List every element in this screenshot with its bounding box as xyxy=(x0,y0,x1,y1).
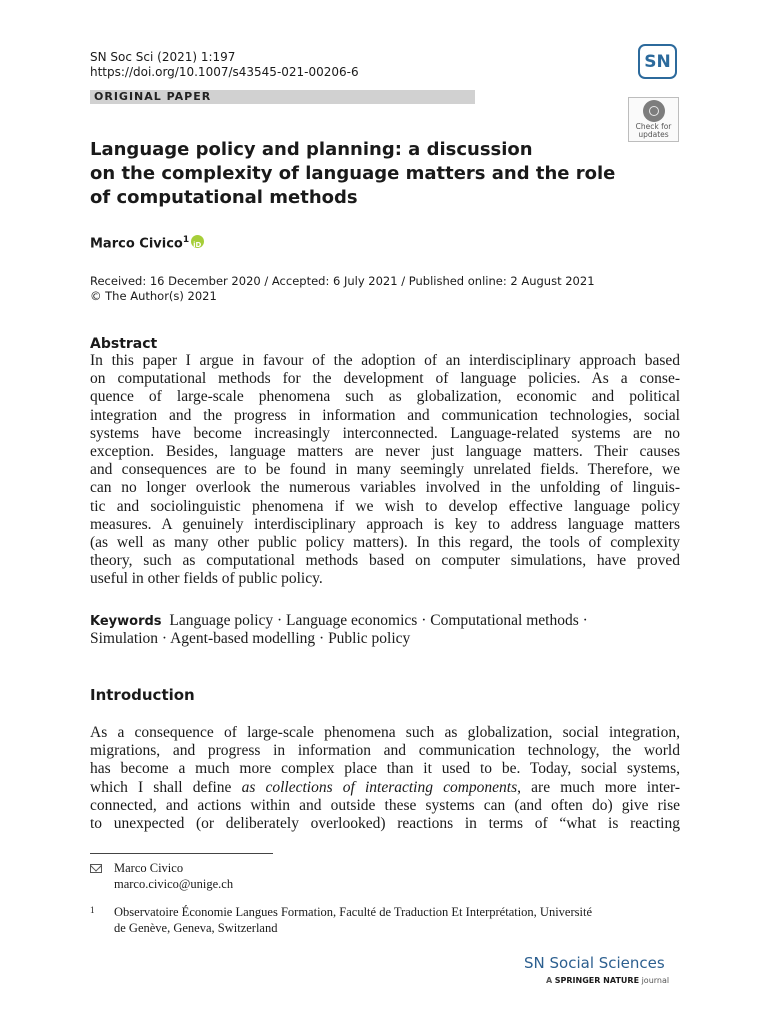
abstract-line: on computational methods for the development of language policies. As a conse- xyxy=(90,370,680,388)
affiliation-text xyxy=(114,905,592,936)
copyright-line: © The Author(s) 2021 xyxy=(90,289,217,303)
check-updates-line: Check for xyxy=(635,122,672,131)
abstract-line: (as well as many other public policy matters). In this regard, the tools of complexity xyxy=(90,533,680,551)
body-line: has become a much more complex place than it used to be. Today, social systems, xyxy=(90,760,680,778)
body-line: migrations, and progress in information and communication technology, the world xyxy=(90,742,680,760)
footnote-divider xyxy=(90,853,273,854)
check-updates-line: updates xyxy=(638,130,669,139)
publisher-line xyxy=(546,976,669,986)
publication-dates xyxy=(90,274,595,304)
journal-reference xyxy=(90,50,359,80)
abstract-line: integration and the progress in information and communication technologies, social xyxy=(90,406,680,424)
abstract-line: quence of large-scale phenomena such as globalization, economic and political xyxy=(90,388,680,406)
corresponding-author-name: Marco Civico xyxy=(114,861,184,875)
body-line: connected, and actions within and outside these systems can (and often do) give rise xyxy=(90,796,680,814)
body-text: , are much more inter- xyxy=(517,778,681,796)
affiliation-line: de Genève, Geneva, Switzerland xyxy=(114,920,278,935)
abstract-line: measures. A genuinely interdisciplinary approach is key to address language matters xyxy=(90,515,680,533)
doi-link[interactable]: https://doi.org/10.1007/s43545-021-00206-6 xyxy=(90,65,359,79)
abstract-heading: Abstract xyxy=(90,336,158,352)
keywords-list: Language policy · Language economics · Computational methods · xyxy=(169,612,588,629)
publisher-brand: SPRINGER NATURE xyxy=(554,976,640,985)
body-line: to unexpected (or deliberately overlooked) reactions in terms of “what is reacting xyxy=(90,814,680,832)
publication-history: Received: 16 December 2020 / Accepted: 6 July 2021 / Published online: 2 August 2021 xyxy=(90,274,595,288)
check-for-updates-button[interactable] xyxy=(628,97,679,142)
envelope-icon xyxy=(90,864,102,873)
paper-type-label: ORIGINAL PAPER xyxy=(94,90,212,103)
title-line: Language policy and planning: a discussion xyxy=(90,139,533,160)
crossmark-icon xyxy=(643,100,665,122)
journal-citation: SN Soc Sci (2021) 1:197 xyxy=(90,50,236,64)
introduction-heading: Introduction xyxy=(90,686,195,704)
paper-title xyxy=(90,138,616,210)
orcid-icon[interactable] xyxy=(191,235,204,248)
check-updates-label xyxy=(629,123,678,139)
sn-journal-logo xyxy=(638,44,677,79)
keywords-line xyxy=(90,612,680,630)
keywords-label: Keywords xyxy=(90,614,162,629)
keywords xyxy=(90,612,680,648)
emphasized-text: as collections of interacting components xyxy=(241,778,518,796)
author-line xyxy=(90,231,204,253)
body-text: which I shall define xyxy=(90,778,242,796)
abstract-line: can no longer overlook the numerous variables involved in the unfolding of linguis- xyxy=(90,479,680,497)
abstract-line: tic and sociolinguistic phenomena if we wish to develop effective language policy xyxy=(90,497,680,515)
abstract-body xyxy=(90,352,680,588)
abstract-line: useful in other fields of public policy. xyxy=(90,570,323,588)
publisher-suffix: journal xyxy=(641,976,670,985)
title-line: of computational methods xyxy=(90,187,358,208)
corresponding-author-email[interactable]: marco.civico@unige.ch xyxy=(114,876,234,891)
abstract-line: theory, such as computational methods based on computer simulations, have proved xyxy=(90,552,680,570)
affiliation-mark: 1 xyxy=(90,905,95,915)
paper-type-banner xyxy=(90,90,475,104)
body-line: As a consequence of large-scale phenomena such as globalization, social integration, xyxy=(90,724,680,741)
journal-name-footer: SN Social Sciences xyxy=(524,954,665,972)
publisher-article: A xyxy=(546,976,553,985)
introduction-body xyxy=(90,724,680,833)
abstract-line: exception. Besides, language matters are never just language matters. Their causes xyxy=(90,442,680,460)
sn-logo-text: SN xyxy=(644,51,671,72)
author-affiliation-mark: 1 xyxy=(182,235,190,245)
keywords-line: Simulation · Agent-based modelling · Public policy xyxy=(90,630,411,648)
abstract-line: and consequences are to be found in many seemingly unrelated fields. Therefore, we xyxy=(90,461,680,479)
corresponding-author-details xyxy=(114,861,233,892)
abstract-line: In this paper I argue in favour of the adoption of an interdisciplinary approach based xyxy=(90,352,680,369)
body-line xyxy=(90,779,680,797)
author-name[interactable]: Marco Civico xyxy=(90,236,183,252)
affiliation-line: Observatoire Économie Langues Formation, Faculté de Traduction Et Interprétation, Université xyxy=(114,905,593,919)
abstract-line: systems have become increasingly interconnected. Language-related systems are no xyxy=(90,424,680,442)
title-line: on the complexity of language matters and the role xyxy=(90,163,616,184)
